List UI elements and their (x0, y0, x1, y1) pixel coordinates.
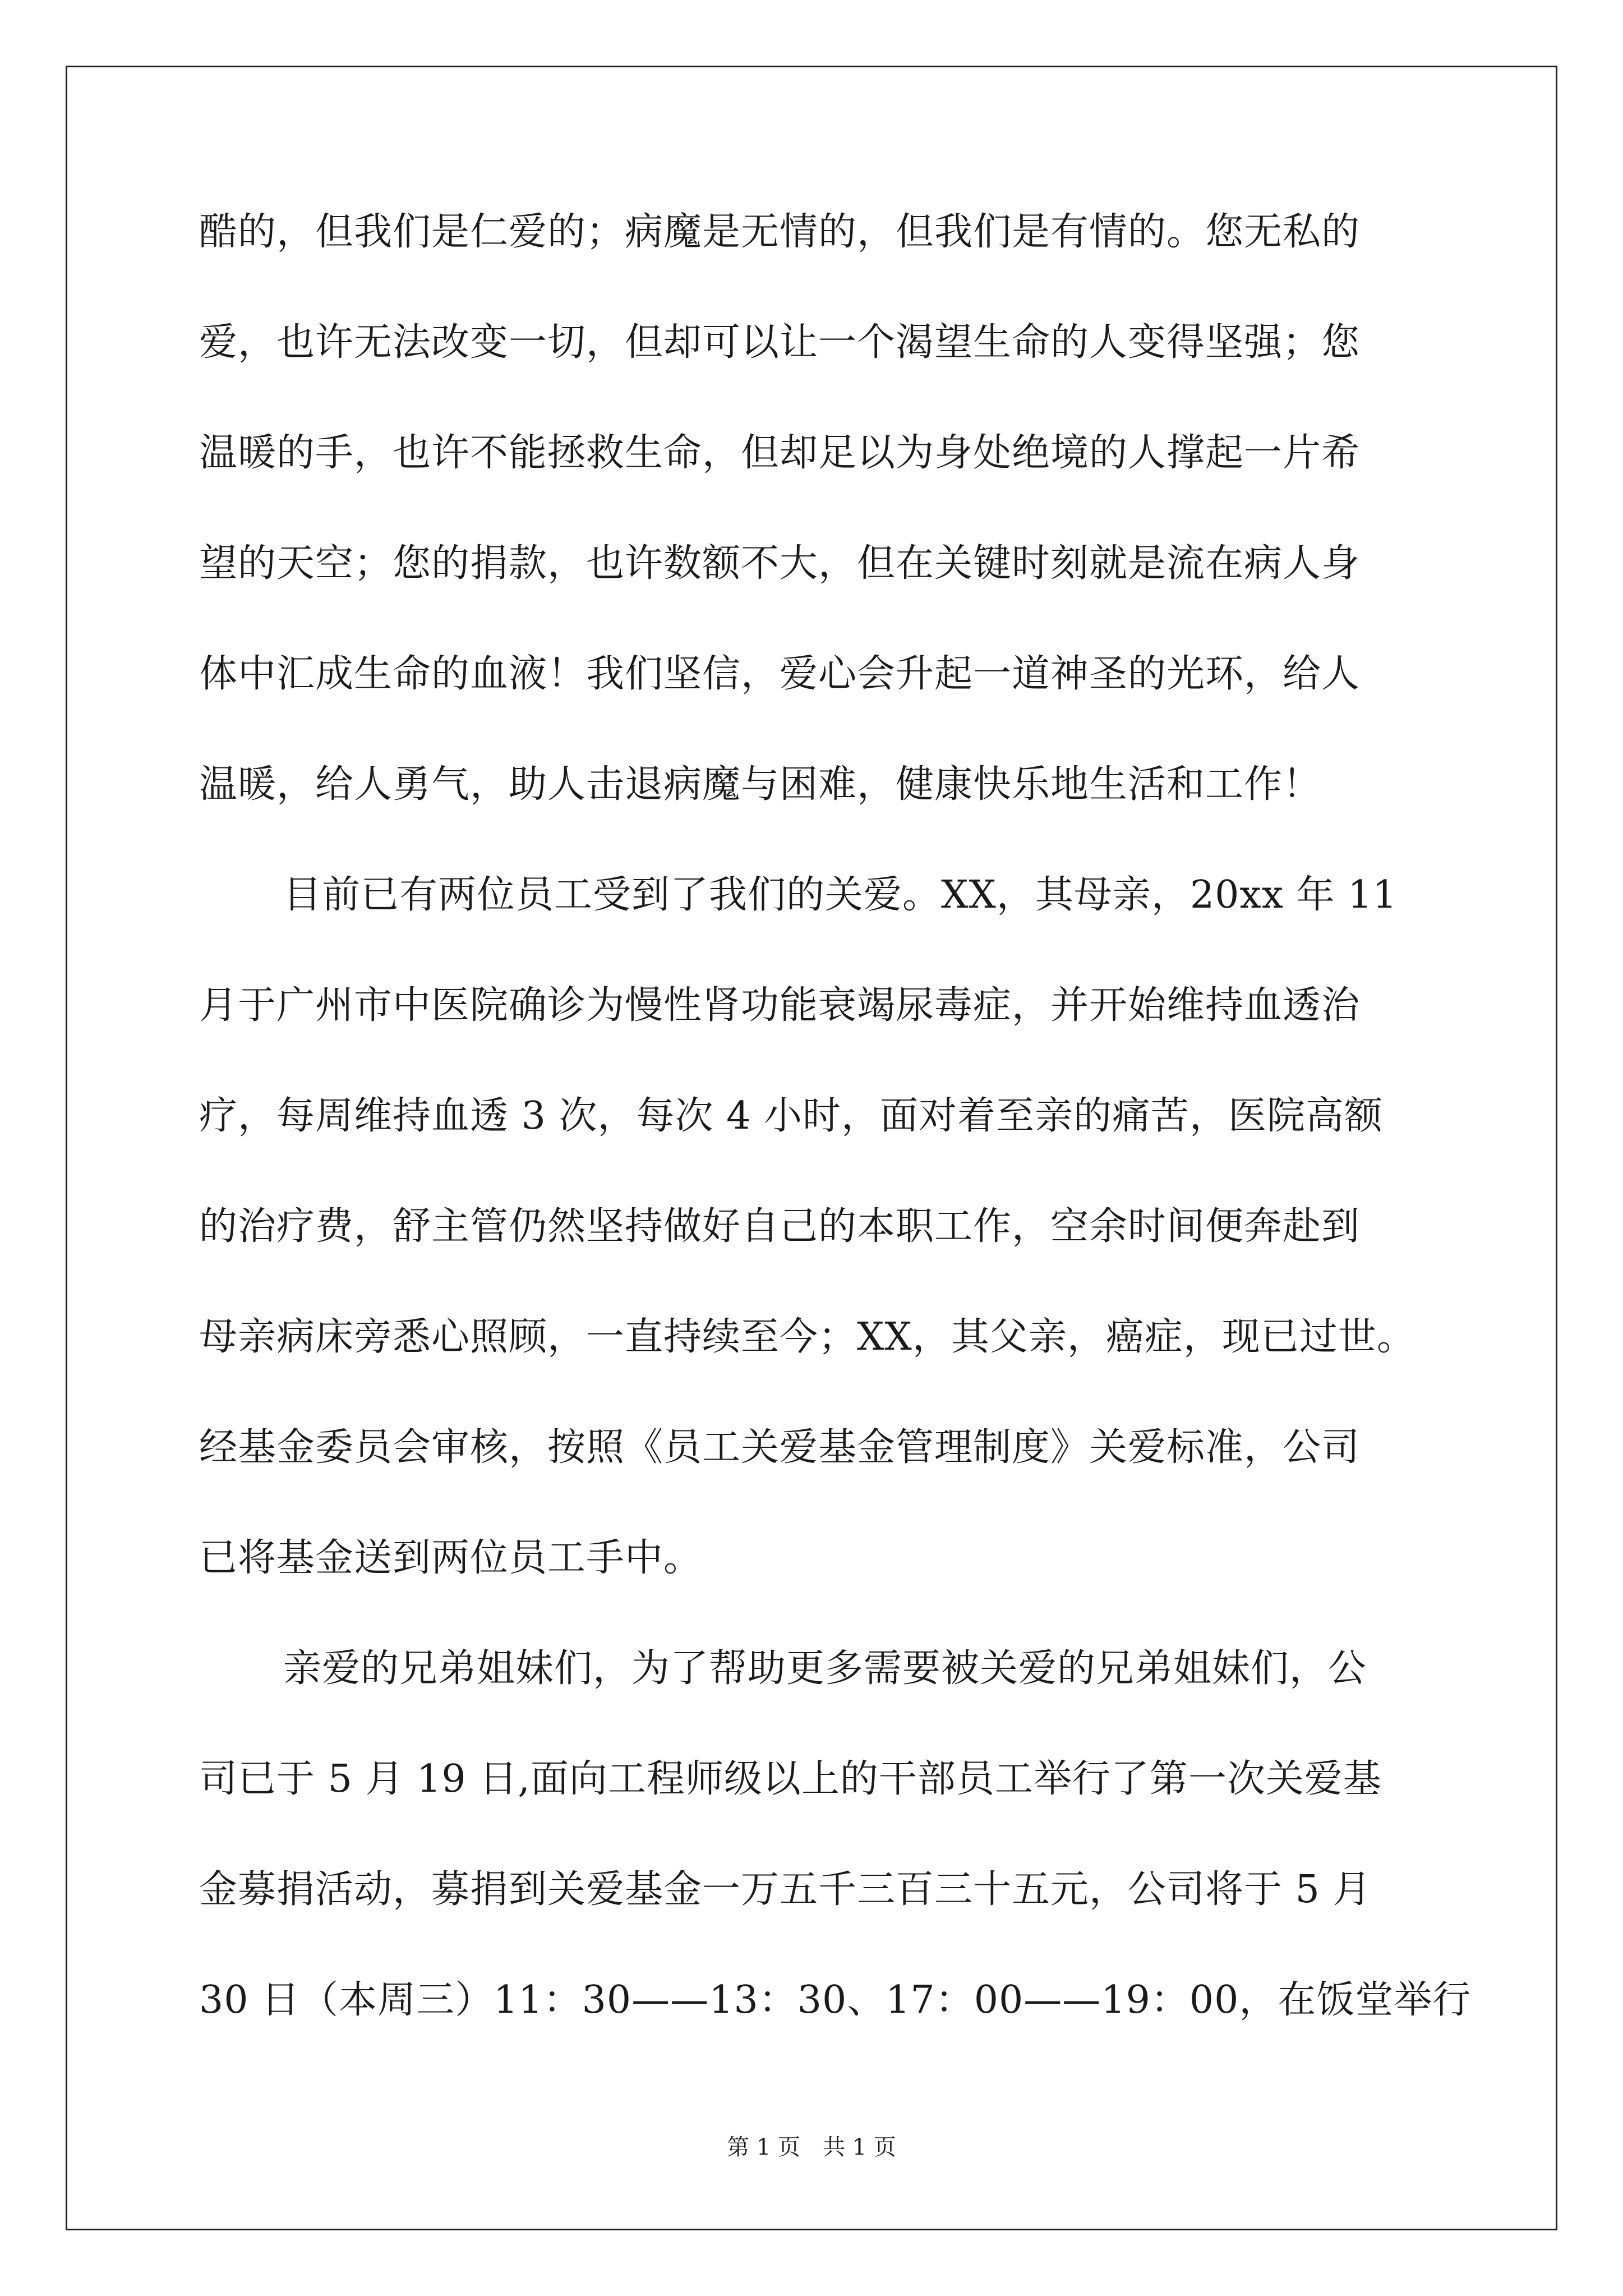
text-line: 体中汇成生命的血液！我们坚信，爱心会升起一道神圣的光环，给人 (199, 652, 1361, 696)
text-line: 金募捐活动，募捐到关爱基金一万五千三百三十五元，公司将于 5 月 (199, 1867, 1372, 1912)
text-line: 温暖的手，也许不能拯救生命，但却足以为身处绝境的人撑起一片希 (199, 431, 1361, 475)
text-line: 母亲病床旁悉心照顾，一直持续至今；XX，其父亲，癌症，现已过世。 (199, 1315, 1415, 1359)
text-line: 30 日（本周三）11：30——13：30、17：00——19：00，在饭堂举行 (199, 1978, 1472, 2022)
text-line: 月于广州市中医院确诊为慢性肾功能衰竭尿毒症，并开始维持血透治 (199, 983, 1361, 1028)
paragraph-start-line: 目前已有两位员工受到了我们的关爱。XX，其母亲，20xx 年 11 (283, 873, 1398, 917)
document-body (199, 210, 1472, 2092)
text-line: 温暖，给人勇气，助人击退病魔与困难，健康快乐地生活和工作！ (199, 762, 1322, 807)
text-line: 司已于 5 月 19 日,面向工程师级以上的干部员工举行了第一次关爱基 (199, 1757, 1382, 1801)
page-number: 第 1 页 (727, 2134, 800, 2160)
page-footer (0, 2136, 1623, 2159)
text-line: 经基金委员会审核，按照《员工关爱基金管理制度》关爱标准，公司 (199, 1425, 1361, 1470)
page-total: 共 1 页 (823, 2134, 896, 2160)
text-line: 爱，也许无法改变一切，但却可以让一个渴望生命的人变得坚强；您 (199, 320, 1361, 365)
text-line: 的治疗费，舒主管仍然坚持做好自己的本职工作，空余时间便奔赴到 (199, 1204, 1361, 1249)
text-line: 已将基金送到两位员工手中。 (199, 1536, 703, 1580)
text-line: 疗，每周维持血透 3 次，每次 4 小时，面对着至亲的痛苦，医院高额 (199, 1094, 1383, 1138)
text-line: 望的天空；您的捐款，也许数额不大，但在关键时刻就是流在病人身 (199, 541, 1361, 586)
paragraph-start-line: 亲爱的兄弟姐妹们，为了帮助更多需要被关爱的兄弟姐妹们，公 (283, 1646, 1367, 1691)
text-line: 酷的，但我们是仁爱的；病魔是无情的，但我们是有情的。您无私的 (199, 210, 1361, 254)
